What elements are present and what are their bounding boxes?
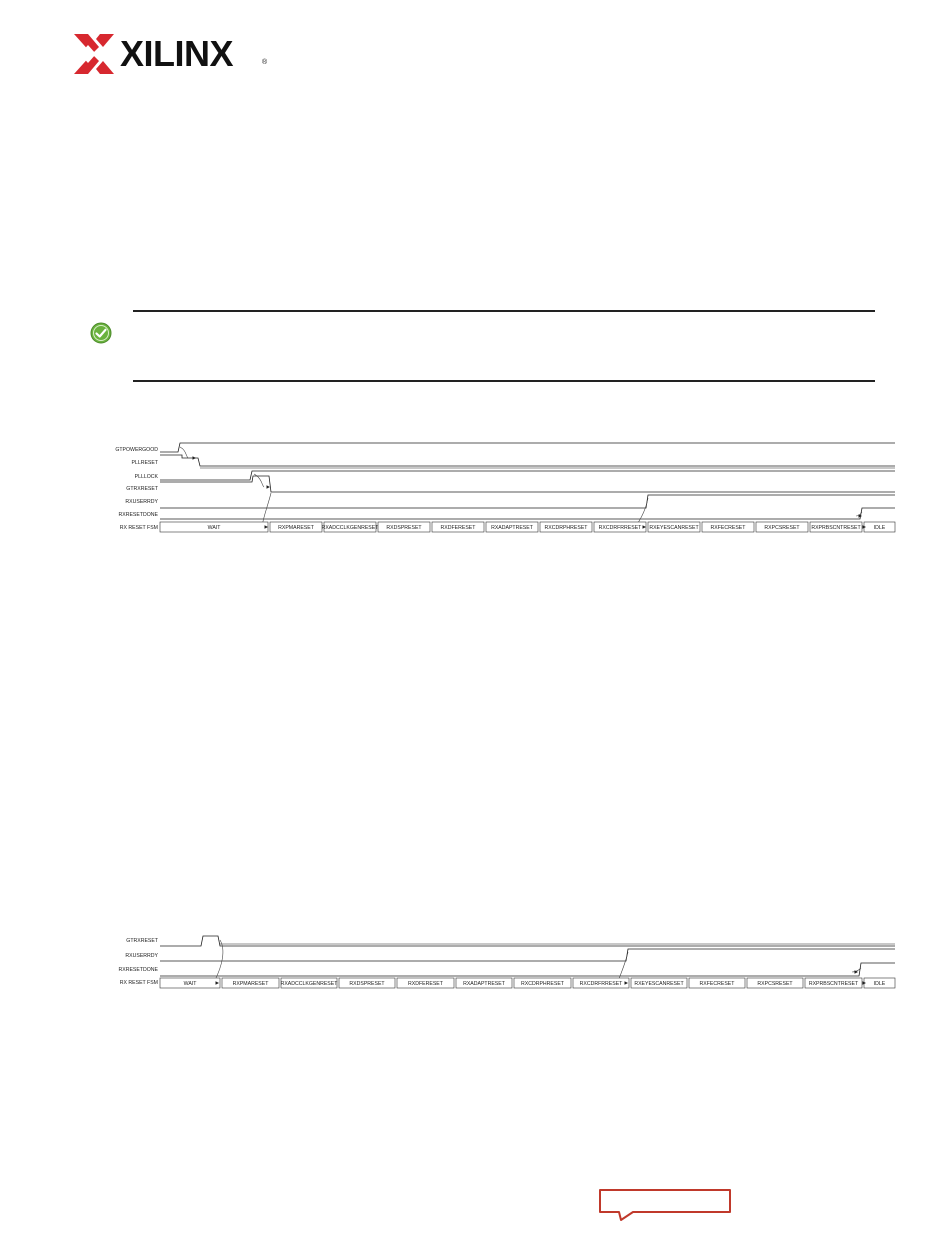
diagram1-arrow-curve xyxy=(262,493,271,526)
send-feedback-button[interactable] xyxy=(597,1188,733,1222)
diagram1-wave-pllreset xyxy=(160,455,895,466)
diagram2-state-label: RXPMARESET xyxy=(232,980,269,987)
diagram2-state-label: IDLE xyxy=(873,980,886,987)
diagram2-state-label: RXPCSRESET xyxy=(757,980,793,987)
diagram2-signal-label: RX RESET FSM xyxy=(119,980,158,986)
diagram1-state-label: RXPCSRESET xyxy=(764,524,800,531)
diagram2-wave-gtrxreset xyxy=(160,936,895,946)
diagram2-state-label: RXDFERESET xyxy=(408,980,443,987)
diagram1-state-label: WAIT xyxy=(207,524,221,531)
diagram2-signal-label: RXUSERRDY xyxy=(125,953,158,959)
diagram1-arrow-head xyxy=(193,456,197,460)
diagram2-state-label: RXCDRFRRESET xyxy=(579,980,623,987)
diagram2-state-label: WAIT xyxy=(183,980,197,987)
diagram2-signal-label: GTRXRESET xyxy=(126,938,158,944)
diagram2-state-label: RXADCCLKGENRESET xyxy=(280,980,338,987)
diagram1-signal-label: GTRXRESET xyxy=(126,486,158,492)
diagram1-wave-gtrxreset xyxy=(160,476,895,492)
diagram1-state-label: RXDSPRESET xyxy=(386,524,422,531)
logo-registered-mark: ® xyxy=(262,59,268,66)
diagram1-state-label: RXADCCLKGENRESET xyxy=(321,524,379,531)
diagram2-state-label: RXEYESCANRESET xyxy=(634,980,684,987)
diagram2-state-label: RXDSPRESET xyxy=(349,980,385,987)
diagram1-state-label: RXCDRPHRESET xyxy=(544,524,588,531)
diagram2-signal-label: RXRESETDONE xyxy=(118,967,158,973)
diagram1-wave-rxresetdone xyxy=(160,508,895,519)
diagram1-signal-label: RXRESETDONE xyxy=(118,512,158,518)
diagram1-wave-plllock xyxy=(160,471,895,480)
diagram1-signal-label: RXUSERRDY xyxy=(125,499,158,505)
diagram2-wave-rxuserrdy xyxy=(160,949,895,961)
diagram2-state-label: RXFECRESET xyxy=(699,980,735,987)
diagram1-signal-label: GTPOWERGOOD xyxy=(115,447,158,453)
diagram1-wave-gtpowergood xyxy=(160,443,895,452)
diagram1-state-label: RXCDRFRRESET xyxy=(598,524,642,531)
diagram2-state-label: RXPRBSCNTRESET xyxy=(808,980,859,987)
diagram1-state-label: RXADAPTRESET xyxy=(491,524,533,531)
diagram1-arrow-head xyxy=(267,485,271,489)
diagram2-state-label: RXADAPTRESET xyxy=(463,980,505,987)
logo-wordmark: XILINX xyxy=(120,33,234,74)
diagram1-state-label: RXPRBSCNTRESET xyxy=(811,524,861,531)
diagram1-state-label: RXPMARESET xyxy=(278,524,314,531)
diagram2-state-label: RXCDRPHRESET xyxy=(521,980,564,987)
diagram1-signal-label: PLLRESET xyxy=(131,460,158,466)
diagram2-wave-rxresetdone xyxy=(160,963,895,976)
diagram1-state-label: RXDFERESET xyxy=(440,524,476,531)
diagram1-signal-label: PLLLOCK xyxy=(134,474,158,480)
diagram1-signal-label: RX RESET FSM xyxy=(119,525,158,531)
diagram1-arrow-curve xyxy=(180,447,188,458)
diagram1-state-label: RXEYESCANRESET xyxy=(649,524,699,531)
diagram1-state-label: RXFECRESET xyxy=(710,524,746,531)
diagram1-state-label: IDLE xyxy=(873,524,886,531)
